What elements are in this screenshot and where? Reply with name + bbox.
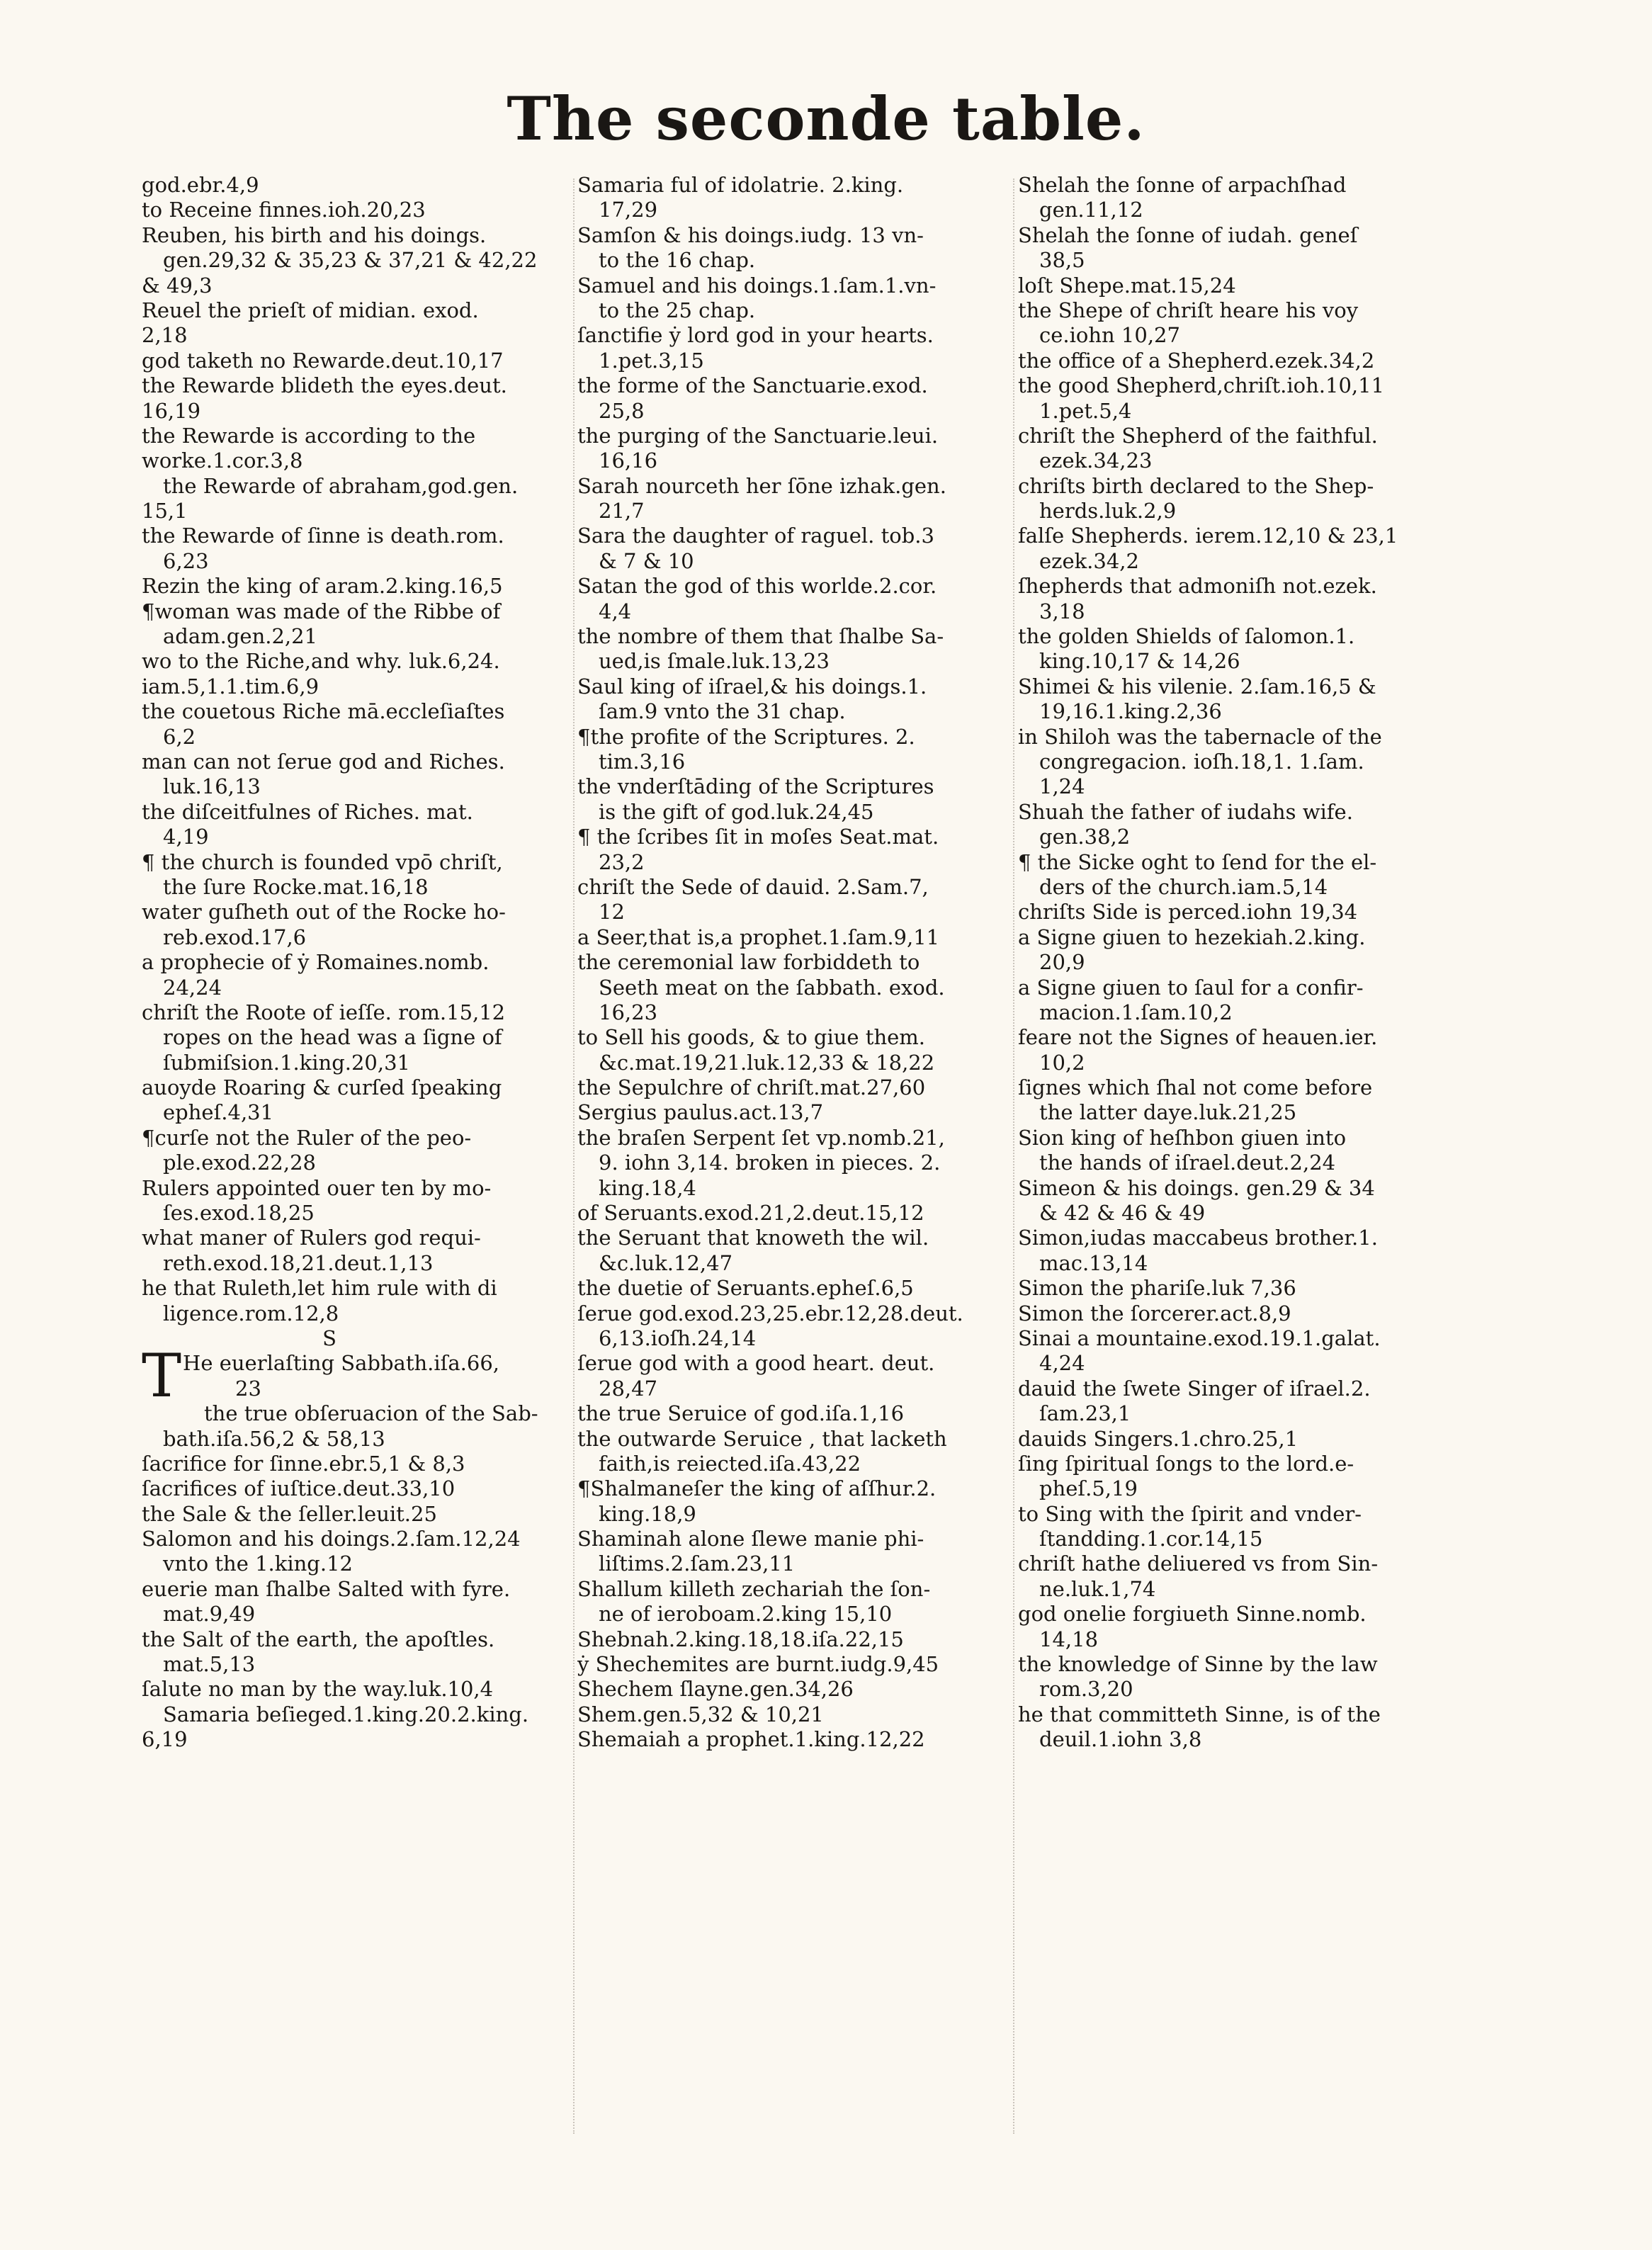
index-entry-line: Samſon & his doings.iudg. 13 vn- [577, 222, 924, 247]
index-entry-line: Sergius paulus.act.13,7 [577, 1100, 824, 1125]
index-entry-line: congregacion. ioſh.18,1. 1.ſam. [1039, 749, 1364, 774]
index-entry-line: the true obſeruacion of the Sab- [204, 1401, 538, 1426]
index-entry-line: Simon,iudas maccabeus brother.1. [1018, 1226, 1378, 1250]
index-entry-line: dauids Singers.1.chro.25,1 [1018, 1426, 1299, 1451]
index-entry-line: Samuel and his doings.1.ſam.1.vn- [577, 273, 937, 298]
index-entry-line: chriſt the Roote of ieſſe. rom.15,12 [142, 1000, 506, 1024]
index-entry-line: loſt Shepe.mat.15,24 [1018, 273, 1236, 298]
index-entry-line: ſignes which ſhal not come before [1018, 1075, 1373, 1100]
index-entry-line: wo to the Riche,and why. luk.6,24. [142, 649, 500, 674]
index-entry-line: &c.luk.12,47 [599, 1250, 733, 1275]
index-entry-line: Simon the ſorcerer.act.8,9 [1018, 1301, 1291, 1325]
index-entry-line: ſalute no man by the way.luk.10,4 [142, 1677, 494, 1702]
index-entry-line: gen.38,2 [1039, 825, 1131, 849]
index-entry-line: ſam.23,1 [1039, 1401, 1131, 1426]
index-entry-line: Sion king of heſhbon giuen into [1018, 1125, 1347, 1150]
index-entry-line: the braſen Serpent ſet vp.nomb.21, [577, 1125, 945, 1150]
index-entry-line: ſam.9 vnto the 31 chap. [599, 699, 846, 724]
index-entry-line: the vnderſtāding of the Scriptures [577, 774, 934, 799]
index-entry-line: 16,23 [599, 1000, 658, 1024]
index-entry-line: the ceremonial law forbiddeth to [577, 950, 920, 975]
index-entry-line: mat.5,13 [163, 1652, 256, 1677]
index-entry-line: to Receine finnes.ioh.20,23 [142, 198, 426, 222]
index-entry-line: ẏ Shechemites are burnt.iudg.9,45 [577, 1652, 939, 1677]
index-entry-line: Shuah the father of iudahs wife. [1018, 799, 1353, 824]
index-entry-line: 17,29 [599, 198, 658, 222]
index-entry-line: ¶ the Sicke oght to ſend for the el- [1018, 849, 1377, 874]
index-entry-line: mac.13,14 [1039, 1250, 1148, 1275]
index-entry-line: ued,is ſmale.luk.13,23 [599, 649, 830, 674]
index-entry-line: mat.9,49 [163, 1602, 256, 1627]
index-entry-line: ſing ſpiritual ſongs to the lord.e- [1018, 1451, 1354, 1476]
index-entry-line: the ſure Rocke.mat.16,18 [163, 874, 429, 899]
index-entry-line: & 49,3 [142, 273, 213, 298]
index-column-1 [142, 173, 574, 1753]
index-entry-line: ders of the church.iam.5,14 [1039, 874, 1328, 899]
index-entry-line: the nombre of them that ſhalbe Sa- [577, 624, 944, 649]
index-entry-line: of Seruants.exod.21,2.deut.15,12 [577, 1201, 924, 1226]
index-entry-line: Saul king of iſrael,& his doings.1. [577, 674, 927, 699]
index-entry-line: Shaminah alone ſlewe manie phi- [577, 1527, 924, 1551]
index-entry-line: to the 25 chap. [599, 298, 756, 322]
index-entry-line: Samaria ful of idolatrie. 2.king. [577, 173, 904, 197]
index-entry-line: the hands of iſrael.deut.2,24 [1039, 1151, 1336, 1175]
index-entry-line: the good Shepherd,chriſt.ioh.10,11 [1018, 373, 1385, 398]
index-entry-line: ezek.34,2 [1039, 548, 1139, 573]
index-entry-line: Shem.gen.5,32 & 10,21 [577, 1702, 824, 1726]
index-entry-line: Reuben, his birth and his doings. [142, 222, 487, 247]
index-entry-line: the Shepe of chriſt heare his voy [1018, 298, 1359, 322]
column-divider [1013, 179, 1014, 2134]
index-entry-line: ſubmiſsion.1.king.20,31 [163, 1050, 410, 1075]
index-entry-line: 10,2 [1039, 1050, 1085, 1075]
index-entry-line: ſacrifice for ſinne.ebr.5,1 & 8,3 [142, 1451, 465, 1476]
index-entry-line: ſtandding.1.cor.14,15 [1039, 1527, 1263, 1551]
index-entry-line: 21,7 [599, 499, 645, 524]
index-entry-line: 4,19 [163, 825, 209, 849]
index-entry-line: Sinai a mountaine.exod.19.1.galat. [1018, 1325, 1381, 1350]
index-entry-line: king.18,4 [599, 1175, 696, 1200]
index-entry-line: falſe Shepherds. ierem.12,10 & 23,1 [1018, 524, 1398, 548]
index-entry-line: 4,4 [599, 599, 632, 623]
index-entry-line: deuil.1.iohn 3,8 [1039, 1727, 1202, 1752]
index-entry-line: chriſt the Shepherd of the faithful. [1018, 423, 1378, 448]
index-entry-line: 23,2 [599, 849, 645, 874]
index-entry-line: is the gift of god.luk.24,45 [599, 799, 874, 824]
index-entry-line: rom.3,20 [1039, 1677, 1133, 1702]
index-entry-line: ſerue god.exod.23,25.ebr.12,28.deut. [577, 1301, 963, 1325]
index-entry-line: king.10,17 & 14,26 [1039, 649, 1240, 674]
index-entry-line: 1.pet.5,4 [1039, 398, 1132, 423]
index-entry-line: the Salt of the earth, the apoſtles. [142, 1627, 495, 1651]
index-entry-line: the Sale & the ſeller.leuit.25 [142, 1501, 437, 1526]
index-entry-line: Samaria beſieged.1.king.20.2.king. [163, 1702, 529, 1726]
index-entry-line: the forme of the Sanctuarie.exod. [577, 373, 928, 398]
index-entry-line: 23 [235, 1376, 261, 1401]
index-entry-line: the Rewarde blideth the eyes.deut. [142, 373, 507, 398]
index-entry-line: vnto the 1.king.12 [163, 1551, 353, 1576]
index-entry-line: ſacrifices of iuſtice.deut.33,10 [142, 1476, 456, 1501]
index-entry-line: to Sing with the ſpirit and vnder- [1018, 1501, 1362, 1526]
index-entry-line: the Rewarde is according to the [142, 423, 476, 448]
index-entry-line: ¶woman was made of the Ribbe of [142, 599, 501, 623]
index-entry-line: herds.luk.2,9 [1039, 499, 1177, 524]
index-entry-line: 6,19 [142, 1727, 188, 1752]
index-entry-line: 16,19 [142, 398, 201, 423]
index-entry-line: worke.1.cor.3,8 [142, 448, 303, 473]
index-entry-line: Shallum killeth zechariah the ſon- [577, 1576, 931, 1601]
index-entry-line: ligence.rom.12,8 [163, 1301, 339, 1325]
index-entry-line: feare not the Signes of heauen.ier. [1018, 1025, 1378, 1050]
index-entry-line: tim.3,16 [599, 749, 686, 774]
index-entry-line: 6,13.ioſh.24,14 [599, 1325, 757, 1350]
index-entry-line: 4,24 [1039, 1351, 1085, 1376]
index-column-2 [577, 173, 1009, 1753]
index-entry-line: to the 16 chap. [599, 248, 756, 273]
index-entry-line: ple.exod.22,28 [163, 1151, 316, 1175]
index-entry-line: ne.luk.1,74 [1039, 1576, 1156, 1601]
index-entry-line: gen.29,32 & 35,23 & 37,21 & 42,22 [163, 248, 538, 273]
index-entry-line: Shechem ſlayne.gen.34,26 [577, 1677, 854, 1702]
index-entry-line: ne of ieroboam.2.king 15,10 [599, 1602, 893, 1627]
index-entry-line: &c.mat.19,21.luk.12,33 & 18,22 [599, 1050, 935, 1075]
index-entry-line: 12 [599, 900, 625, 925]
index-entry-line: adam.gen.2,21 [163, 624, 318, 649]
index-entry-line: faith,is reiected.iſa.43,22 [599, 1451, 861, 1476]
index-entry-line: ſerue god with a good heart. deut. [577, 1351, 935, 1376]
index-entry-line: Satan the god of this worlde.2.cor. [577, 574, 937, 599]
index-entry-line: luk.16,13 [163, 774, 261, 799]
section-letter-heading: S [322, 1325, 336, 1350]
index-entry-line: Reuel the prieſt of midian. exod. [142, 298, 479, 322]
index-entry-line: Sarah nourceth her ſōne izhak.gen. [577, 473, 946, 498]
index-entry-line: the couetous Riche mā.eccleſiaſtes [142, 699, 505, 724]
index-entry-line: 28,47 [599, 1376, 658, 1401]
index-entry-line: ¶ the church is founded vpō chriſt, [142, 849, 503, 874]
index-entry-line: Shimei & his vilenie. 2.ſam.16,5 & [1018, 674, 1376, 699]
index-entry-line: Salomon and his doings.2.ſam.12,24 [142, 1527, 521, 1551]
index-entry-line: god onelie forgiueth Sinne.nomb. [1018, 1602, 1367, 1627]
index-entry-line: a prophecie of ẏ Romaines.nomb. [142, 950, 490, 975]
index-entry-line: bath.iſa.56,2 & 58,13 [163, 1426, 385, 1451]
index-entry-line: god taketh no Rewarde.deut.10,17 [142, 348, 504, 373]
index-entry-line: epheſ.4,31 [163, 1100, 274, 1125]
index-entry-line: pheſ.5,19 [1039, 1476, 1138, 1501]
index-entry-line: the golden Shields of ſalomon.1. [1018, 624, 1355, 649]
index-entry-line: ¶Shalmaneſer the king of aſſhur.2. [577, 1476, 937, 1501]
index-entry-line: the true Seruice of god.iſa.1,16 [577, 1401, 905, 1426]
index-entry-line: 2,18 [142, 323, 188, 348]
index-entry-line: god.ebr.4,9 [142, 173, 259, 197]
index-entry-line: iam.5,1.1.tim.6,9 [142, 674, 319, 699]
drop-cap-letter: T [142, 1341, 182, 1411]
index-entry-line: 25,8 [599, 398, 645, 423]
index-entry-line: Shemaiah a prophet.1.king.12,22 [577, 1727, 925, 1752]
index-entry-line: the diſceitfulnes of Riches. mat. [142, 799, 473, 824]
index-entry-line: man can not ſerue god and Riches. [142, 749, 505, 774]
index-entry-line: Shelah the ſonne of iudah. geneſ [1018, 222, 1358, 247]
index-entry-line: Rulers appointed ouer ten by mo- [142, 1175, 492, 1200]
index-entry-line: a Seer,that is,a prophet.1.ſam.9,11 [577, 925, 940, 949]
index-entry-line: 38,5 [1039, 248, 1085, 273]
index-entry-line: ſanctifie ẏ lord god in your hearts. [577, 323, 934, 348]
index-entry-line: 1.pet.3,15 [599, 348, 704, 373]
index-entry-line: Seeth meat on the ſabbath. exod. [599, 975, 945, 1000]
index-entry-line: ¶curſe not the Ruler of the peo- [142, 1125, 472, 1150]
index-entry-line: Simon the phariſe.luk 7,36 [1018, 1276, 1296, 1301]
index-entry-line: 3,18 [1039, 599, 1085, 623]
index-entry-line: the latter daye.luk.21,25 [1039, 1100, 1297, 1125]
index-entry-line: the office of a Shepherd.ezek.34,2 [1018, 348, 1375, 373]
index-entry-line: & 42 & 46 & 49 [1039, 1201, 1206, 1226]
index-entry-line: ¶ the ſcribes ſit in moſes Seat.mat. [577, 825, 939, 849]
index-entry-line: the Sepulchre of chriſt.mat.27,60 [577, 1075, 926, 1100]
index-entry-line: ezek.34,23 [1039, 448, 1153, 473]
index-entry-line: he that committeth Sinne, is of the [1018, 1702, 1381, 1726]
index-entry-line: & 7 & 10 [599, 548, 694, 573]
index-entry-line: 14,18 [1039, 1627, 1099, 1651]
index-entry-line: ¶the profite of the Scriptures. 2. [577, 724, 915, 749]
index-entry-line: the Seruant that knoweth the wil. [577, 1226, 929, 1250]
index-entry-line: reth.exod.18,21.deut.1,13 [163, 1250, 434, 1275]
index-entry-line: ſes.exod.18,25 [163, 1201, 315, 1226]
index-entry-line: 16,16 [599, 448, 658, 473]
index-entry-line: 6,23 [163, 548, 209, 573]
index-entry-line: reb.exod.17,6 [163, 925, 307, 949]
index-entry-line: the duetie of Seruants.epheſ.6,5 [577, 1276, 914, 1301]
index-entry-line: ſhepherds that admoniſh not.ezek. [1018, 574, 1377, 599]
index-entry-line: to Sell his goods, & to giue them. [577, 1025, 926, 1050]
drop-cap-text: He euerlaſting Sabbath.iſa.66, [183, 1351, 500, 1376]
index-entry-line: dauid the ſwete Singer of iſrael.2. [1018, 1376, 1371, 1401]
index-entry-line: water guſheth out of the Rocke ho- [142, 900, 506, 925]
page-title: The seconde table. [507, 84, 1145, 154]
index-entry-line: Sara the daughter of raguel. tob.3 [577, 524, 934, 548]
index-entry-line: 20,9 [1039, 950, 1085, 975]
index-entry-line: Shebnah.2.king.18,18.iſa.22,15 [577, 1627, 904, 1651]
index-entry-line: the knowledge of Sinne by the law [1018, 1652, 1378, 1677]
index-entry-line: Shelah the ſonne of arpachſhad [1018, 173, 1347, 197]
index-entry-line: a Signe giuen to hezekiah.2.king. [1018, 925, 1366, 949]
index-entry-line: a Signe giuen to ſaul for a confir- [1018, 975, 1364, 1000]
index-entry-line: chriſt the Sede of dauid. 2.Sam.7, [577, 874, 929, 899]
index-entry-line: chriſts Side is perced.iohn 19,34 [1018, 900, 1358, 925]
index-entry-line: 15,1 [142, 499, 188, 524]
index-entry-line: 19,16.1.king.2,36 [1039, 699, 1222, 724]
index-entry-line: 1,24 [1039, 774, 1085, 799]
index-entry-line: gen.11,12 [1039, 198, 1143, 222]
index-entry-line: the Rewarde of ſinne is death.rom. [142, 524, 504, 548]
index-entry-line: liſtims.2.ſam.23,11 [599, 1551, 796, 1576]
index-entry-line: 6,2 [163, 724, 196, 749]
index-entry-line: macion.1.ſam.10,2 [1039, 1000, 1233, 1024]
index-entry-line: ropes on the head was a ſigne of [163, 1025, 502, 1050]
index-entry-line: ce.iohn 10,27 [1039, 323, 1180, 348]
index-entry-line: in Shiloh was the tabernacle of the [1018, 724, 1382, 749]
index-entry-line: the outwarde Seruice , that lacketh [577, 1426, 947, 1451]
index-entry-line: the purging of the Sanctuarie.leui. [577, 423, 939, 448]
index-entry-line: euerie man ſhalbe Salted with fyre. [142, 1576, 511, 1601]
index-entry-line: what maner of Rulers god requi- [142, 1226, 481, 1250]
index-entry-line: chriſts birth declared to the Shep- [1018, 473, 1374, 498]
index-entry-line: 9. iohn 3,14. broken in pieces. 2. [599, 1151, 941, 1175]
index-entry-line: king.18,9 [599, 1501, 696, 1526]
index-entry-line: 24,24 [163, 975, 222, 1000]
index-entry-line: Simeon & his doings. gen.29 & 34 [1018, 1175, 1375, 1200]
index-column-3 [1018, 173, 1450, 1753]
index-entry-line: the Rewarde of abraham,god.gen. [163, 473, 519, 498]
index-entry-line: Rezin the king of aram.2.king.16,5 [142, 574, 503, 599]
index-entry-line: auoyde Roaring & curſed ſpeaking [142, 1075, 502, 1100]
index-entry-line: he that Ruleth,let him rule with di [142, 1276, 497, 1301]
index-entry-line: chriſt hathe deliuered vs from Sin- [1018, 1551, 1379, 1576]
